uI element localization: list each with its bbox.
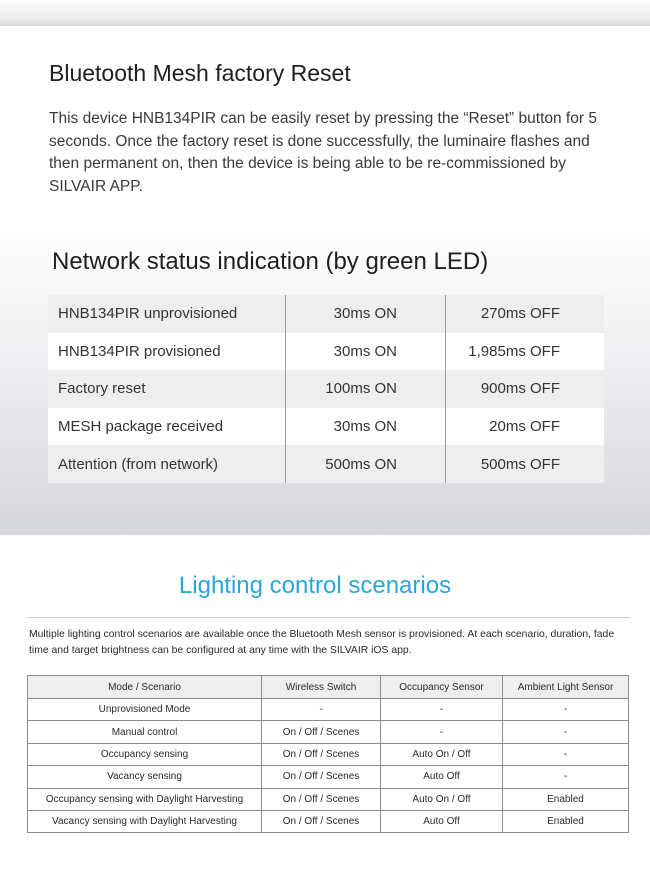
table-row: [48, 445, 604, 483]
led-off-cell: 270ms OFF: [446, 295, 605, 333]
reset-description: This device HNB134PIR can be easily reset by pressing the “Reset” button for 5 seconds. Once the factory reset is done successfully, the luminaire flashes and then permanent on, then the device is being able to be re-commissioned by SILVAIR APP.: [49, 110, 597, 195]
table-cell: Vacancy sensing: [28, 766, 262, 788]
column-header: Mode / Scenario: [28, 676, 262, 699]
table-row: [28, 743, 629, 765]
led-off-cell: 900ms OFF: [446, 370, 605, 408]
table-cell: Auto Off: [381, 810, 503, 832]
lighting-scenarios-heading: Lighting control scenarios: [178, 572, 452, 599]
led-state-cell: MESH package received: [48, 408, 286, 446]
led-state-cell: Factory reset: [48, 370, 286, 408]
table-cell: Vacancy sensing with Daylight Harvesting: [28, 810, 262, 832]
lighting-description: Multiple lighting control scenarios are available once the Bluetooth Mesh sensor is provisioned. At each scenario, duration, fade time and target brightness can be configured at any time with the SILVAIR iOS app.: [29, 629, 615, 656]
column-header: Ambient Light Sensor: [503, 676, 629, 699]
table-row: [48, 333, 604, 371]
table-cell: -: [503, 699, 629, 721]
table-cell: Enabled: [503, 810, 629, 832]
led-on-cell: 30ms ON: [286, 408, 446, 446]
led-state-cell: HNB134PIR provisioned: [48, 333, 286, 371]
column-header: Occupancy Sensor: [381, 676, 503, 699]
led-on-cell: 30ms ON: [286, 295, 446, 333]
table-cell: -: [381, 721, 503, 743]
table-cell: -: [262, 699, 381, 721]
table-cell: On / Off / Scenes: [262, 721, 381, 743]
top-shadow: [0, 0, 650, 26]
table-row: [28, 788, 629, 810]
led-off-cell: 1,985ms OFF: [446, 333, 605, 371]
table-row: [48, 295, 604, 333]
table-cell: -: [503, 766, 629, 788]
table-cell: Unprovisioned Mode: [28, 699, 262, 721]
table-cell: Auto On / Off: [381, 743, 503, 765]
led-state-cell: Attention (from network): [48, 445, 286, 483]
reset-heading: Bluetooth Mesh factory Reset: [49, 60, 351, 86]
led-off-cell: 500ms OFF: [446, 445, 605, 483]
table-cell: -: [503, 721, 629, 743]
table-cell: Enabled: [503, 788, 629, 810]
table-cell: On / Off / Scenes: [262, 810, 381, 832]
column-header: Wireless Switch: [262, 676, 381, 699]
table-cell: Auto Off: [381, 766, 503, 788]
led-on-cell: 100ms ON: [286, 370, 446, 408]
table-row: [28, 766, 629, 788]
table-cell: Manual control: [28, 721, 262, 743]
table-cell: Auto On / Off: [381, 788, 503, 810]
table-cell: On / Off / Scenes: [262, 788, 381, 810]
table-row: [28, 810, 629, 832]
led-on-cell: 500ms ON: [286, 445, 446, 483]
table-row: [28, 699, 629, 721]
led-off-cell: 20ms OFF: [446, 408, 605, 446]
network-status-heading: Network status indication (by green LED): [52, 248, 489, 275]
table-cell: -: [381, 699, 503, 721]
scenario-table: [27, 675, 629, 833]
table-row: [48, 370, 604, 408]
led-state-cell: HNB134PIR unprovisioned: [48, 295, 286, 333]
table-row: [28, 721, 629, 743]
table-cell: On / Off / Scenes: [262, 766, 381, 788]
table-cell: Occupancy sensing: [28, 743, 262, 765]
led-status-table: [48, 295, 604, 483]
table-header-row: [28, 676, 629, 699]
table-cell: -: [503, 743, 629, 765]
table-cell: Occupancy sensing with Daylight Harvesting: [28, 788, 262, 810]
table-row: [48, 408, 604, 446]
section-divider: [27, 617, 630, 618]
table-cell: On / Off / Scenes: [262, 743, 381, 765]
led-on-cell: 30ms ON: [286, 333, 446, 371]
